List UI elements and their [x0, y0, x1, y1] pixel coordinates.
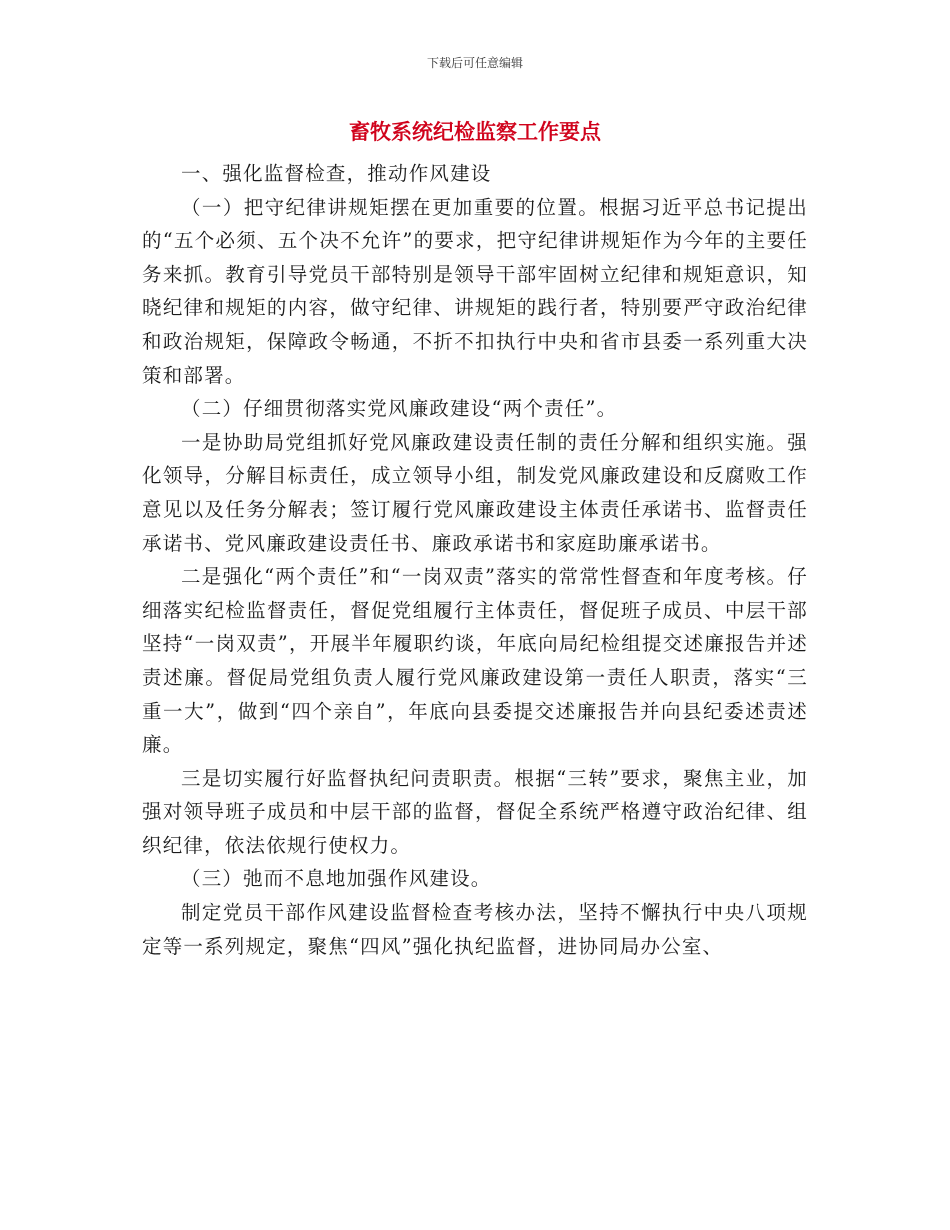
paragraph: 一是协助局党组抓好党风廉政建设责任制的责任分解和组织实施。强化领导，分解目标责任，成立领导小组，制发党风廉政建设和反腐败工作意见以及任务分解表；签订履行党风廉政建设主体责任承诺书、监督责任承诺书、党风廉政建设责任书、廉政承诺书和家庭助廉承诺书。 [142, 430, 808, 555]
paragraph: （一）把守纪律讲规矩摆在更加重要的位置。根据习近平总书记提出的“五个必须、五个决不允许”的要求，把守纪律讲规矩作为今年的主要任务来抓。教育引导党员干部特别是领导干部牢固树立纪律和规矩意识，知晓纪律和规矩的内容，做守纪律、讲规矩的践行者，特别要严守政治纪律和政治规矩，保障政令畅通，不折不扣执行中央和省市县委一系列重大决策和部署。 [142, 195, 808, 387]
paragraph: 二是强化“两个责任”和“一岗双责”落实的常常性督查和年度考核。仔细落实纪检监督责任，督促党组履行主体责任，督促班子成员、中层干部坚持“一岗双责”，开展半年履职约谈，年底向局纪检组提交述廉报告并述责述廉。督促局党组负责人履行党风廉政建设第一责任人职责，落实“三重一大”，做到“四个亲自”，年底向县委提交述廉报告并向县纪委述责述廉。 [142, 565, 808, 757]
paragraph: 三是切实履行好监督执纪问责职责。根据“三转”要求，聚焦主业，加强对领导班子成员和中层干部的监督，督促全系统严格遵守政治纪律、组织纪律，依法依规行使权力。 [142, 766, 808, 857]
page-header-note: 下载后可任意编辑 [426, 56, 523, 70]
paragraph: 制定党员干部作风建设监督检查考核办法，坚持不懈执行中央八项规定等一系列规定，聚焦“四风”强化执纪监督，进协同局办公室、 [142, 901, 808, 958]
document-body [142, 157, 808, 963]
section-heading: 一、强化监督检查，推动作风建设 [181, 162, 492, 185]
subsection-heading: （二）仔细贯彻落实党风廉政建设“两个责任”。 [181, 397, 618, 421]
subsection-heading: （三）弛而不息地加强作风建设。 [181, 867, 492, 891]
document-title: 畜牧系统纪检监察工作要点 [349, 120, 601, 144]
